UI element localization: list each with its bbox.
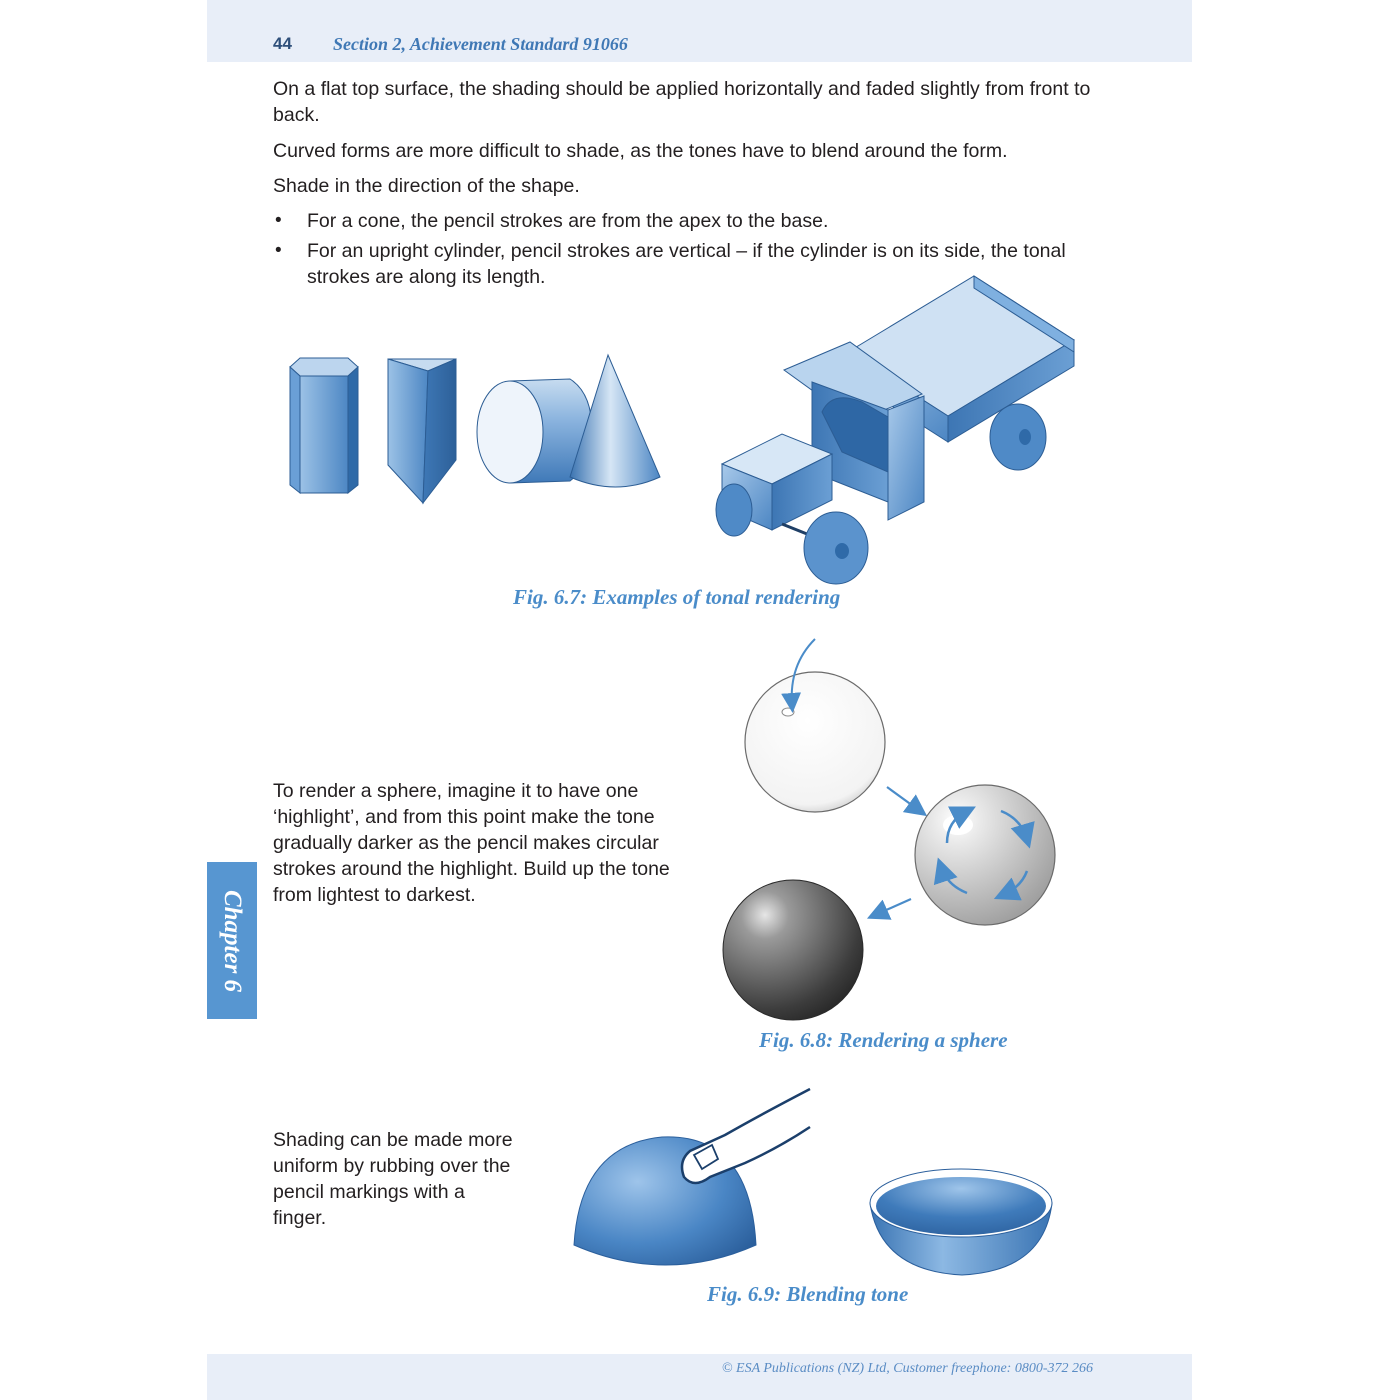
sphere-outline bbox=[745, 672, 885, 812]
running-head: Section 2, Achievement Standard 91066 bbox=[333, 34, 628, 54]
figure-caption-6-9: Fig. 6.9: Blending tone bbox=[707, 1282, 909, 1306]
sphere-fully-shaded bbox=[723, 880, 863, 1020]
figure-caption-6-8: Fig. 6.8: Rendering a sphere bbox=[759, 1028, 1008, 1052]
truck-illustration bbox=[712, 272, 1082, 587]
triangular-prism bbox=[388, 359, 456, 503]
footer-copyright: © ESA Publications (NZ) Ltd, Customer freephone: 0800-372 266 bbox=[721, 1361, 1093, 1376]
chapter-tab-label: Chapter 6 bbox=[219, 889, 246, 992]
list-item bbox=[273, 208, 1073, 234]
paragraph-curved-forms: Curved forms are more difficult to shade, as the tones have to blend around the form. bbox=[273, 140, 1008, 162]
bullet-icon: • bbox=[275, 210, 282, 231]
paragraph-flat-surface: On a flat top surface, the shading should be applied horizontally and faded slightly from front to back. bbox=[273, 78, 1091, 126]
sphere-rendering-illustration bbox=[715, 635, 1065, 1030]
paragraph-blending: Shading can be made more uniform by rubbing over the pencil markings with a finger. bbox=[273, 1129, 513, 1229]
bullet-text-cone: For a cone, the pencil strokes are from the apex to the base. bbox=[307, 210, 829, 232]
arrow-icon bbox=[875, 899, 911, 915]
hex-prism bbox=[290, 358, 358, 493]
arrow-icon bbox=[887, 787, 920, 811]
bullet-text-cylinder: For an upright cylinder, pencil strokes are vertical – if the cylinder is on its side, the tonal strokes are along its length. bbox=[307, 240, 1066, 288]
chapter-tab bbox=[207, 862, 257, 1019]
bullet-icon: • bbox=[275, 240, 282, 261]
sphere-circular-strokes bbox=[915, 785, 1055, 925]
paragraph-shade-direction: Shade in the direction of the shape. bbox=[273, 175, 580, 197]
figure-caption-6-7: Fig. 6.7: Examples of tonal rendering bbox=[513, 585, 841, 609]
tonal-solids-illustration bbox=[280, 345, 670, 515]
blending-illustration bbox=[570, 1085, 1060, 1280]
page-number: 44 bbox=[273, 34, 292, 53]
paragraph-sphere: To render a sphere, imagine it to have one ‘highlight’, and from this point make the tone gradually darker as the pencil makes circular strokes around the highlight. Build up the tone from lightest to darkest. bbox=[273, 780, 670, 906]
